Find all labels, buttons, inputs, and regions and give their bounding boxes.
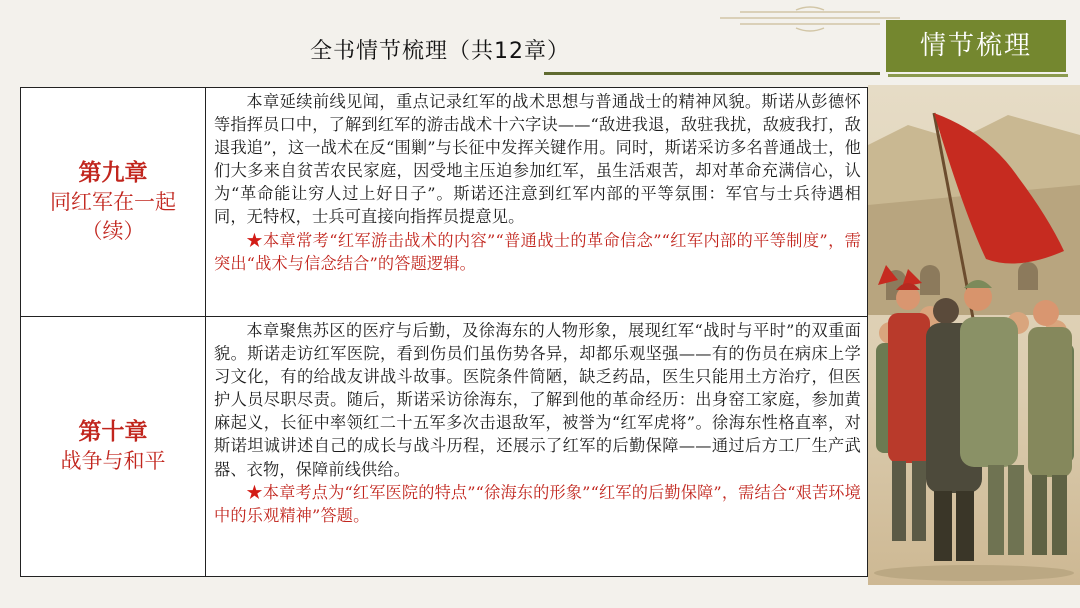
exam-note-text: 本章常考“红军游击战术的内容”“普通战士的革命信念”“红军内部的平等制度”，需突出“战术与信念结合”的答题逻辑。 bbox=[214, 230, 861, 273]
chapter-summary-cell bbox=[206, 317, 868, 577]
exam-note-text: 本章考点为“红军医院的特点”“徐海东的形象”“红军的后勤保障”，需结合“艰苦环境中的乐观精神”答题。 bbox=[214, 482, 861, 525]
tag-underline bbox=[888, 74, 1068, 77]
chapter-row bbox=[21, 317, 868, 577]
exam-note bbox=[214, 229, 861, 275]
chapter-table bbox=[20, 87, 868, 577]
chapter-row bbox=[21, 88, 868, 317]
page-title: 全书情节梳理（共12章） bbox=[310, 39, 570, 64]
star-icon: ★ bbox=[246, 482, 263, 502]
chapter-name-line1: 战争与和平 bbox=[60, 449, 166, 473]
chapter-name-line1: 同红军在一起 bbox=[50, 190, 176, 214]
chapter-title-cell bbox=[21, 317, 206, 577]
star-icon: ★ bbox=[246, 230, 263, 250]
chapter-summary: 本章延续前线见闻，重点记录红军的战术思想与普通战士的精神风貌。斯诺从彭德怀等指挥员口中，了解到红军的游击战术十六字诀——“敌进我退，敌驻我扰，敌疲我打，敌退我追”，这一战术在反“围剿”与长征中发挥关键作用。同时，斯诺采访多名普通战士，他们大多来自贫苦农民家庭，因受地主压迫参加红军，虽生活艰苦，却对革命充满信心，认为“革命能让穷人过上好日子”。斯诺还注意到红军内部的平等氛围：军官与士兵待遇相同，无特权，士兵可直接向指挥员提意见。 bbox=[214, 92, 861, 227]
chapter-number: 第十章 bbox=[78, 419, 148, 445]
chapter-summary: 本章聚焦苏区的医疗与后勤，及徐海东的人物形象，展现红军“战时与平时”的双重面貌。斯诺走访红军医院，看到伤员们虽伤势各异，却都乐观坚强——有的伤员在病床上学习文化，有的给战友讲战斗故事。医院条件简陋，缺乏药品，医生只能用土方治疗，但医护人员尽职尽责。随后，斯诺采访徐海东，了解到他的革命经历：出身窑工家庭，参加黄麻起义，长征中率领红二十五军多次击退敌军，被誉为“红军虎将”。徐海东性格直率，对斯诺坦诚讲述自己的成长与战斗历程，还展示了红军的后勤保障——通过后方工厂生产武器、衣物，保障前线供给。 bbox=[214, 321, 861, 479]
title-underline bbox=[544, 72, 880, 75]
chapter-name-line2: （续） bbox=[81, 219, 145, 243]
chapter-number: 第九章 bbox=[78, 160, 148, 186]
section-tag: 情节梳理 bbox=[886, 20, 1066, 72]
chapter-summary-cell bbox=[206, 88, 868, 317]
chapter-title-cell bbox=[21, 88, 206, 317]
exam-note bbox=[214, 481, 861, 527]
red-army-illustration bbox=[868, 85, 1080, 585]
